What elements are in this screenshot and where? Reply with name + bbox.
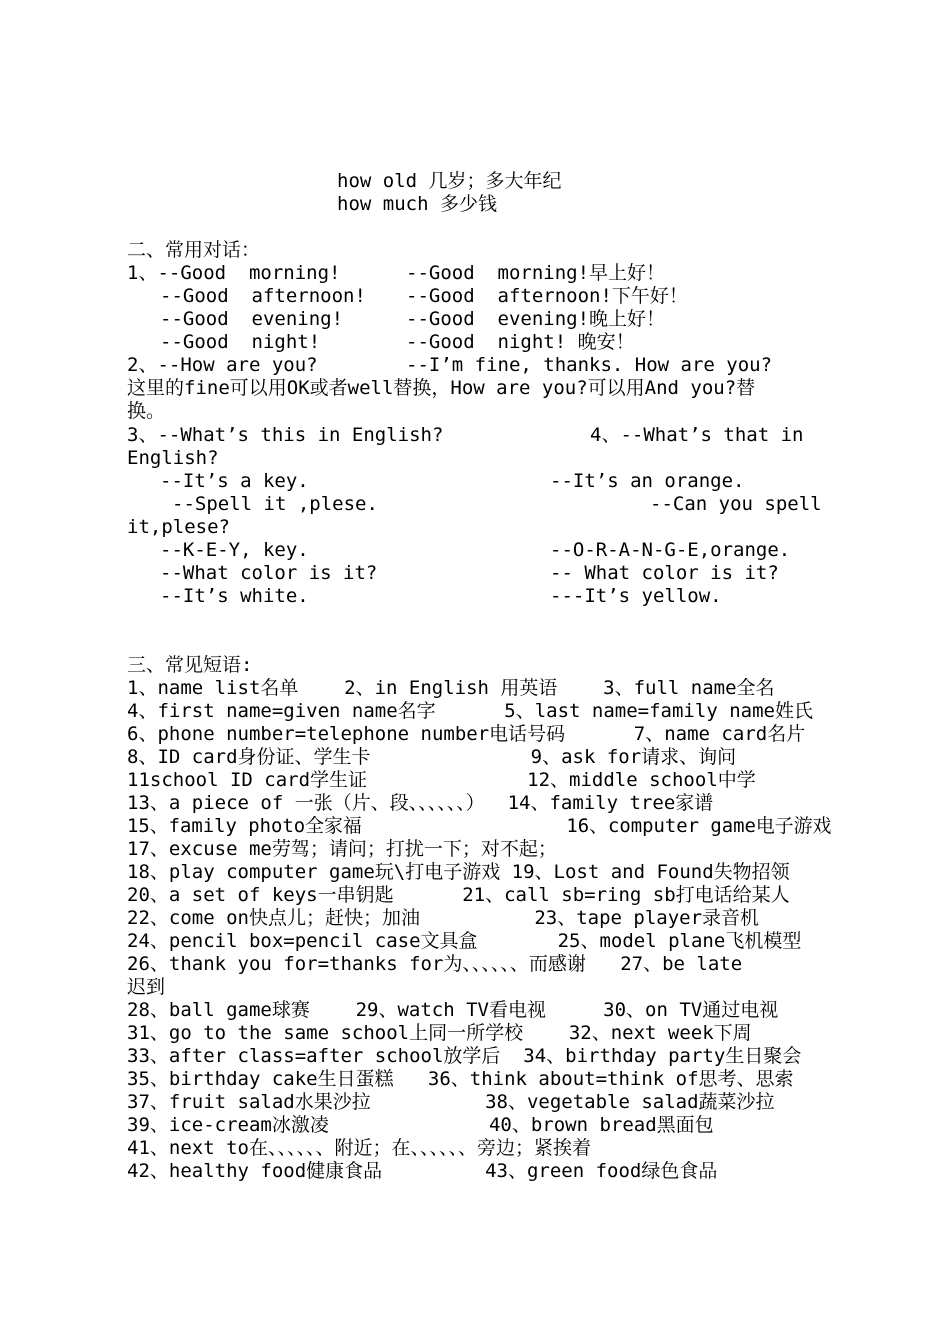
dialog-line-left: --It’s a key.	[160, 470, 309, 492]
phrase-how-much: how much 多少钱	[337, 193, 497, 215]
phrase-line: 15、family photo全家福 16、computer game电子游戏	[127, 815, 832, 837]
dialog-line-left: it,plese?	[127, 516, 230, 538]
dialog-line-right: --Can you spell	[650, 493, 822, 515]
phrase-line: 4、first name=given name名字 5、last name=family name姓氏	[127, 700, 813, 722]
greeting-right: --Good night! 晚安！	[406, 331, 635, 353]
dialog-line-left: --K-E-Y, key.	[160, 539, 309, 561]
dialog-line-right: ---It’s yellow.	[550, 585, 722, 607]
section-heading-dialogues: 二、常用对话：	[127, 239, 261, 261]
phrase-line: 13、a piece of 一张（片、段、、、、、、） 14、family tree家谱	[127, 792, 714, 814]
dialog-line-left: --It’s white.	[160, 585, 309, 607]
dialog-line-right: -- What color is it?	[550, 562, 779, 584]
phrase-line: 37、fruit salad水果沙拉 38、vegetable salad蔬菜沙拉	[127, 1091, 775, 1113]
greeting-left: --Good afternoon!	[160, 285, 366, 307]
greeting-right: --Good afternoon!下午好！	[406, 285, 688, 307]
greeting-left: --Good evening!	[160, 308, 344, 330]
phrase-line: 33、after class=after school放学后 34、birthday party生日聚会	[127, 1045, 802, 1067]
phrase-line: 20、a set of keys一串钥匙 21、call sb=ring sb打电话给某人	[127, 884, 790, 906]
greeting-right: --Good evening!晚上好！	[406, 308, 666, 330]
dialog-q4: 4、--What’s that in	[590, 424, 804, 446]
section-heading-phrases: 三、常见短语:	[127, 654, 253, 676]
greeting-left: 1、--Good morning!	[127, 262, 341, 284]
phrase-line: 42、healthy food健康食品 43、green food绿色食品	[127, 1160, 718, 1182]
phrase-line: 22、come on快点儿；赶快；加油 23、tape player录音机	[127, 907, 760, 929]
dialog-line-left: --Spell it ,plese.	[172, 493, 378, 515]
phrase-how-old: how old 几岁；多大年纪	[337, 170, 562, 192]
dialog-line-right: --O-R-A-N-G-E,orange.	[550, 539, 791, 561]
phrase-line: 18、play computer game玩\打电子游戏 19、Lost and Found失物招领	[127, 861, 790, 883]
dialog-q4-continued: English?	[127, 447, 219, 469]
note-text: 这里的fine可以用OK或者well替换，How are you?可以用And you?替	[127, 377, 756, 399]
phrase-line: 26、thank you for=thanks for为、、、、、、而感谢 27、be late	[127, 953, 743, 975]
dialog-line-left: --What color is it?	[160, 562, 378, 584]
note-text: 换。	[127, 400, 166, 422]
phrase-line: 1、name list名单 2、in English 用英语 3、full name全名	[127, 677, 775, 699]
phrase-line: 24、pencil box=pencil case文具盒 25、model plane飞机模型	[127, 930, 802, 952]
phrase-line: 39、ice-cream冰激凌 40、brown bread黑面包	[127, 1114, 714, 1136]
phrase-line: 6、phone number=telephone number电话号码 7、name card名片	[127, 723, 806, 745]
phrase-line: 35、birthday cake生日蛋糕 36、think about=think of思考、思索	[127, 1068, 794, 1090]
phrase-line: 28、ball game球赛 29、watch TV看电视 30、on TV通过电视	[127, 999, 779, 1021]
dialog-how-are-you: 2、--How are you?	[127, 354, 318, 376]
dialog-line-right: --It’s an orange.	[550, 470, 745, 492]
greeting-right: --Good morning!早上好！	[406, 262, 666, 284]
phrase-line: 迟到	[127, 976, 166, 998]
greeting-left: --Good night!	[160, 331, 321, 353]
phrase-line: 8、ID card身份证、学生卡 9、ask for请求、询问	[127, 746, 737, 768]
phrase-line: 17、excuse me劳驾；请问；打扰一下；对不起；	[127, 838, 557, 860]
phrase-line: 41、next to在、、、、、、附近；在、、、、、、旁边；紧挨着	[127, 1137, 591, 1159]
dialog-q3: 3、--What’s this in English?	[127, 424, 444, 446]
phrase-line: 31、go to the same school上同一所学校 32、next week下周	[127, 1022, 752, 1044]
dialog-fine-thanks: --I’m fine, thanks. How are you?	[406, 354, 773, 376]
phrase-line: 11school ID card学生证 12、middle school中学	[127, 769, 756, 791]
